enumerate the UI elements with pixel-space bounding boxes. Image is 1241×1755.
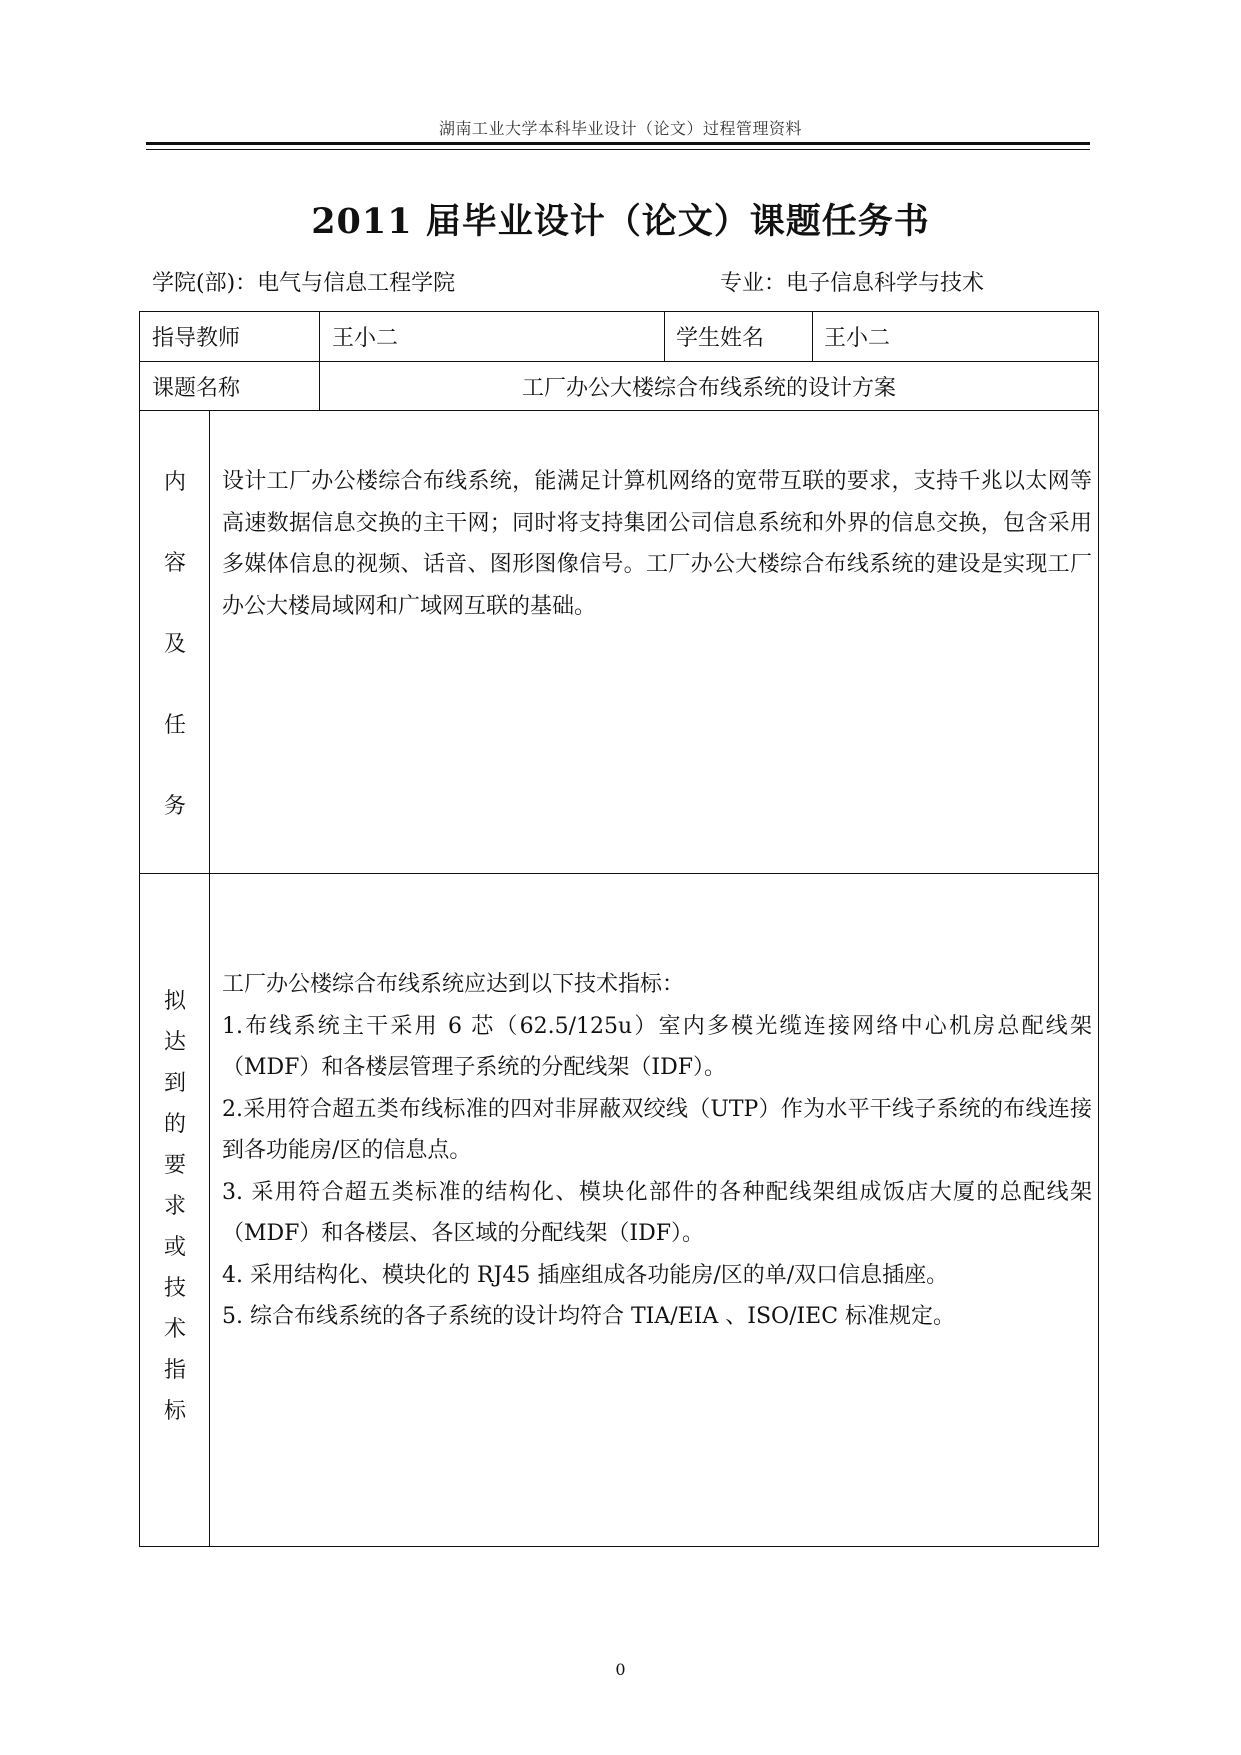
content-row [140, 411, 1098, 874]
requirement-item: 3. 采用符合超五类标准的结构化、模块化部件的各种配线架组成饭店大厦的总配线架（MDF）和各楼层、各区域的分配线架（IDF）。 [222, 1179, 1092, 1246]
topic-name: 工厂办公大楼综合布线系统的设计方案 [521, 375, 896, 401]
column-divider [209, 874, 210, 1546]
side-label-char: 的 [163, 1112, 186, 1137]
requirement-item: 4. 采用结构化、模块化的 RJ45 插座组成各功能房/区的单/双口信息插座。 [222, 1262, 949, 1288]
side-label-char: 务 [163, 794, 186, 819]
side-label-char: 容 [163, 551, 186, 576]
content-side-label [140, 465, 210, 870]
requirements-intro: 工厂办公楼综合布线系统应达到以下技术指标： [222, 972, 685, 997]
department-line: 学院(部)：电气与信息工程学院 [152, 271, 456, 296]
requirements-row [140, 874, 1098, 1546]
requirement-item: 5. 综合布线系统的各子系统的设计均符合 TIA/EIA 、ISO/IEC 标准规定。 [222, 1304, 956, 1329]
topic-label: 课题名称 [152, 375, 241, 401]
column-divider [319, 312, 320, 361]
column-divider [209, 411, 210, 873]
advisor-name: 王小二 [332, 326, 399, 351]
side-label-char: 到 [163, 1071, 186, 1096]
running-header: 湖南工业大学本科毕业设计（论文）过程管理资料 [438, 119, 802, 138]
side-label-char: 任 [163, 713, 186, 738]
task-table [139, 311, 1099, 1547]
header-rule-thin [146, 149, 1090, 150]
content-paragraph: 设计工厂办公楼综合布线系统，能满足计算机网络的宽带互联的要求，支持千兆以太网等高速数据信息交换的主干网；同时将支持集团公司信息系统和外界的信息交换，包含采用多媒体信息的视频、话音、图形图像信号。工厂办公大楼综合布线系统的建设是实现工厂办公大楼局域网和广域网互联的基础。 [222, 469, 1092, 619]
requirements-text [222, 964, 1092, 1338]
advisor-label: 指导教师 [152, 326, 241, 351]
student-label: 学生姓名 [676, 326, 765, 351]
header-rule-thick [146, 142, 1090, 145]
column-divider [812, 312, 813, 361]
page-number: 0 [615, 1660, 626, 1679]
side-label-char: 或 [163, 1235, 186, 1260]
requirements-side-label [140, 989, 210, 1440]
side-label-char: 拟 [163, 989, 186, 1014]
student-name: 王小二 [824, 326, 891, 351]
side-label-char: 技 [163, 1276, 186, 1301]
side-label-char: 及 [163, 632, 186, 657]
column-divider [664, 312, 665, 361]
side-label-char: 指 [163, 1358, 186, 1383]
side-label-char: 达 [163, 1030, 186, 1055]
document-title: 2011 届毕业设计（论文）课题任务书 [311, 201, 930, 242]
side-label-char: 内 [163, 470, 186, 495]
side-label-char: 术 [163, 1317, 186, 1342]
major-line: 专业：电子信息科学与技术 [720, 271, 985, 296]
advisor-student-row [140, 312, 1098, 362]
side-label-char: 标 [163, 1399, 186, 1424]
side-label-char: 求 [163, 1194, 186, 1219]
content-text [222, 461, 1092, 627]
topic-row [140, 362, 1098, 411]
requirement-item: 2.采用符合超五类布线标准的四对非屏蔽双绞线（UTP）作为水平干线子系统的布线连接到各功能房/区的信息点。 [222, 1096, 1092, 1163]
requirement-item: 1.布线系统主干采用 6 芯（62.5/125u）室内多模光缆连接网络中心机房总配线架（MDF）和各楼层管理子系统的分配线架（IDF）。 [222, 1013, 1092, 1080]
side-label-char: 要 [163, 1153, 186, 1178]
